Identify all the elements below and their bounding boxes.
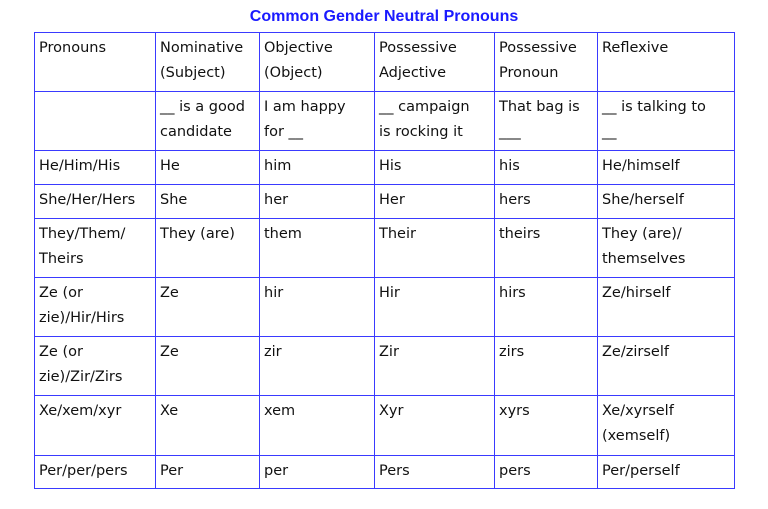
table-cell: Hir [375, 278, 495, 337]
table-cell: Xyr [375, 396, 495, 456]
table-cell: She/Her/Hers [35, 185, 156, 219]
table-cell: pers [495, 456, 598, 489]
table-cell: __ is a good candidate [156, 92, 260, 151]
table-cell: She/herself [598, 185, 735, 219]
column-header: Pronouns [35, 33, 156, 92]
table-cell: zir [260, 337, 375, 396]
table-cell: per [260, 456, 375, 489]
table-cell: Ze (or zie)/Hir/Hirs [35, 278, 156, 337]
table-cell: xyrs [495, 396, 598, 456]
table-cell: Pers [375, 456, 495, 489]
table-row [35, 456, 735, 489]
table-cell: Her [375, 185, 495, 219]
table-cell: __ is talking to __ [598, 92, 735, 151]
table-cell: Xe/xem/xyr [35, 396, 156, 456]
table-row [35, 151, 735, 185]
table-cell: She [156, 185, 260, 219]
table-cell: Per/per/pers [35, 456, 156, 489]
table-cell: Xe/xyrself (xemself) [598, 396, 735, 456]
pronouns-table [34, 32, 735, 489]
table-cell: hirs [495, 278, 598, 337]
table-cell: Ze/zirself [598, 337, 735, 396]
column-header: Nominative (Subject) [156, 33, 260, 92]
table-cell: His [375, 151, 495, 185]
table-cell: Per [156, 456, 260, 489]
table-cell: hers [495, 185, 598, 219]
table-cell: He/Him/His [35, 151, 156, 185]
table-cell: Zir [375, 337, 495, 396]
table-cell: Ze [156, 278, 260, 337]
table-cell: They (are) [156, 219, 260, 278]
table-cell: zirs [495, 337, 598, 396]
table-cell: He/himself [598, 151, 735, 185]
table-cell: They/Them/ Theirs [35, 219, 156, 278]
table-cell: his [495, 151, 598, 185]
table-row [35, 278, 735, 337]
table-cell [35, 92, 156, 151]
table-cell: them [260, 219, 375, 278]
table-row [35, 337, 735, 396]
table-row [35, 396, 735, 456]
table-cell: xem [260, 396, 375, 456]
table-cell: I am happy for __ [260, 92, 375, 151]
table-cell: Ze (or zie)/Zir/Zirs [35, 337, 156, 396]
table-cell: Their [375, 219, 495, 278]
table-title: Common Gender Neutral Pronouns [249, 8, 519, 25]
column-header: Reflexive [598, 33, 735, 92]
table-cell: Per/perself [598, 456, 735, 489]
table-cell: They (are)/ themselves [598, 219, 735, 278]
table-row [35, 185, 735, 219]
table-cell: Xe [156, 396, 260, 456]
table-cell: him [260, 151, 375, 185]
table-cell: theirs [495, 219, 598, 278]
column-header: Objective (Object) [260, 33, 375, 92]
column-header: Possessive Pronoun [495, 33, 598, 92]
table-row [35, 92, 735, 151]
header-row [35, 33, 735, 92]
table-cell: That bag is ___ [495, 92, 598, 151]
table-cell: Ze [156, 337, 260, 396]
column-header: Possessive Adjective [375, 33, 495, 92]
table-cell: Ze/hirself [598, 278, 735, 337]
table-cell: her [260, 185, 375, 219]
table-row [35, 219, 735, 278]
table-cell: He [156, 151, 260, 185]
table-cell: __ campaign is rocking it [375, 92, 495, 151]
table-cell: hir [260, 278, 375, 337]
